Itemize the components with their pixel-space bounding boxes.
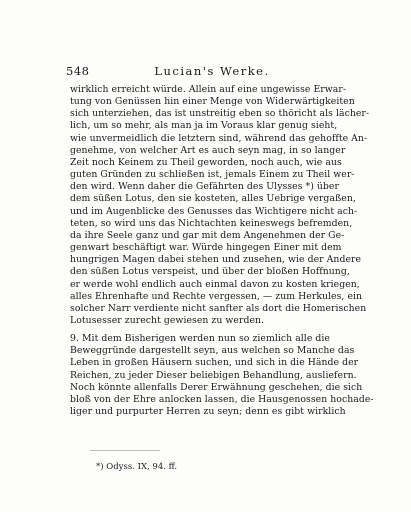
text-line: hungrigen Magen dabei stehen und zusehen, wie der Andere bbox=[70, 254, 362, 266]
text-line: dem süßen Lotus, den sie kosteten, alles Uebrige vergaßen, bbox=[70, 193, 356, 205]
text-line: da ihre Seele ganz und gar mit dem Angenehmen der Ge- bbox=[70, 229, 345, 241]
text-line: tung von Genüssen hin einer Menge von Widerwärtigkeiten bbox=[70, 96, 355, 108]
footnote-rule bbox=[90, 450, 160, 451]
footnote: *) Odyss. IX, 94. ff. bbox=[96, 462, 178, 472]
text-line: und im Augenblicke des Genusses das Wichtigere nicht ach- bbox=[70, 205, 358, 217]
text-line: genwart beschäftigt war. Würde hingegen Einer mit dem bbox=[70, 242, 342, 254]
text-line: Leben in großen Häusern suchen, und sich in die Hände der bbox=[70, 357, 359, 369]
text-line: wirklich erreicht würde. Allein auf eine ungewisse Erwar- bbox=[70, 84, 347, 95]
page-number: 548 bbox=[66, 64, 90, 78]
text-line: sich unterziehen, das ist unstreitig eben so thöricht als lächer- bbox=[70, 108, 370, 120]
text-line: er werde wohl endlich auch einmal davon zu kosten kriegen, bbox=[70, 278, 360, 290]
text-line: den wird. Wenn daher die Gefährten des Ulysses *) über bbox=[70, 181, 339, 193]
text-line: Zeit noch Keinem zu Theil geworden, noch auch, wie aus bbox=[70, 156, 342, 168]
text-line: 9. Mit dem Bisherigen werden nun so ziemlich alle die bbox=[70, 333, 330, 345]
running-title: Lucian's Werke. bbox=[154, 64, 270, 78]
text-line: Beweggründe dargestellt seyn, aus welchen so Manche das bbox=[70, 345, 355, 357]
text-line: liger und purpurter Herren zu seyn; denn es gibt wirklich bbox=[70, 406, 346, 418]
page-header bbox=[66, 64, 358, 80]
text-line: wie unvermeidlich die letztern sind, während das gehoffte An- bbox=[70, 132, 368, 144]
body-text bbox=[70, 84, 374, 418]
text-line: genehme, von welcher Art es auch seyn mag, in so langer bbox=[70, 144, 346, 156]
text-line: den süßen Lotus verspeist, und über der bloßen Hoffnung, bbox=[70, 266, 350, 278]
text-line: guten Gründen zu schließen ist, jemals Einem zu Theil wer- bbox=[70, 169, 355, 181]
text-line: solcher Narr verdiente nicht sanfter als dort die Homerischen bbox=[70, 302, 367, 314]
text-line: Lotusesser zurecht gewiesen zu werden. bbox=[70, 314, 265, 326]
text-line: teten, so wird uns das Nichtachten keineswegs befremden, bbox=[70, 217, 353, 229]
text-line: Noch könnte allenfalls Derer Erwähnung geschehen, die sich bbox=[70, 381, 363, 393]
text-line: lich, um so mehr, als man ja im Voraus klar genug sieht, bbox=[70, 120, 338, 132]
text-line: bloß von der Ehre anlocken lassen, die Hausgenossen hochade- bbox=[70, 393, 374, 405]
text-line: alles Ehrenhafte und Rechte vergessen, — zum Herkules, ein bbox=[70, 290, 363, 302]
text-line: Reichen, zu jeder Dieser beliebigen Behandlung, ausliefern. bbox=[70, 369, 357, 381]
